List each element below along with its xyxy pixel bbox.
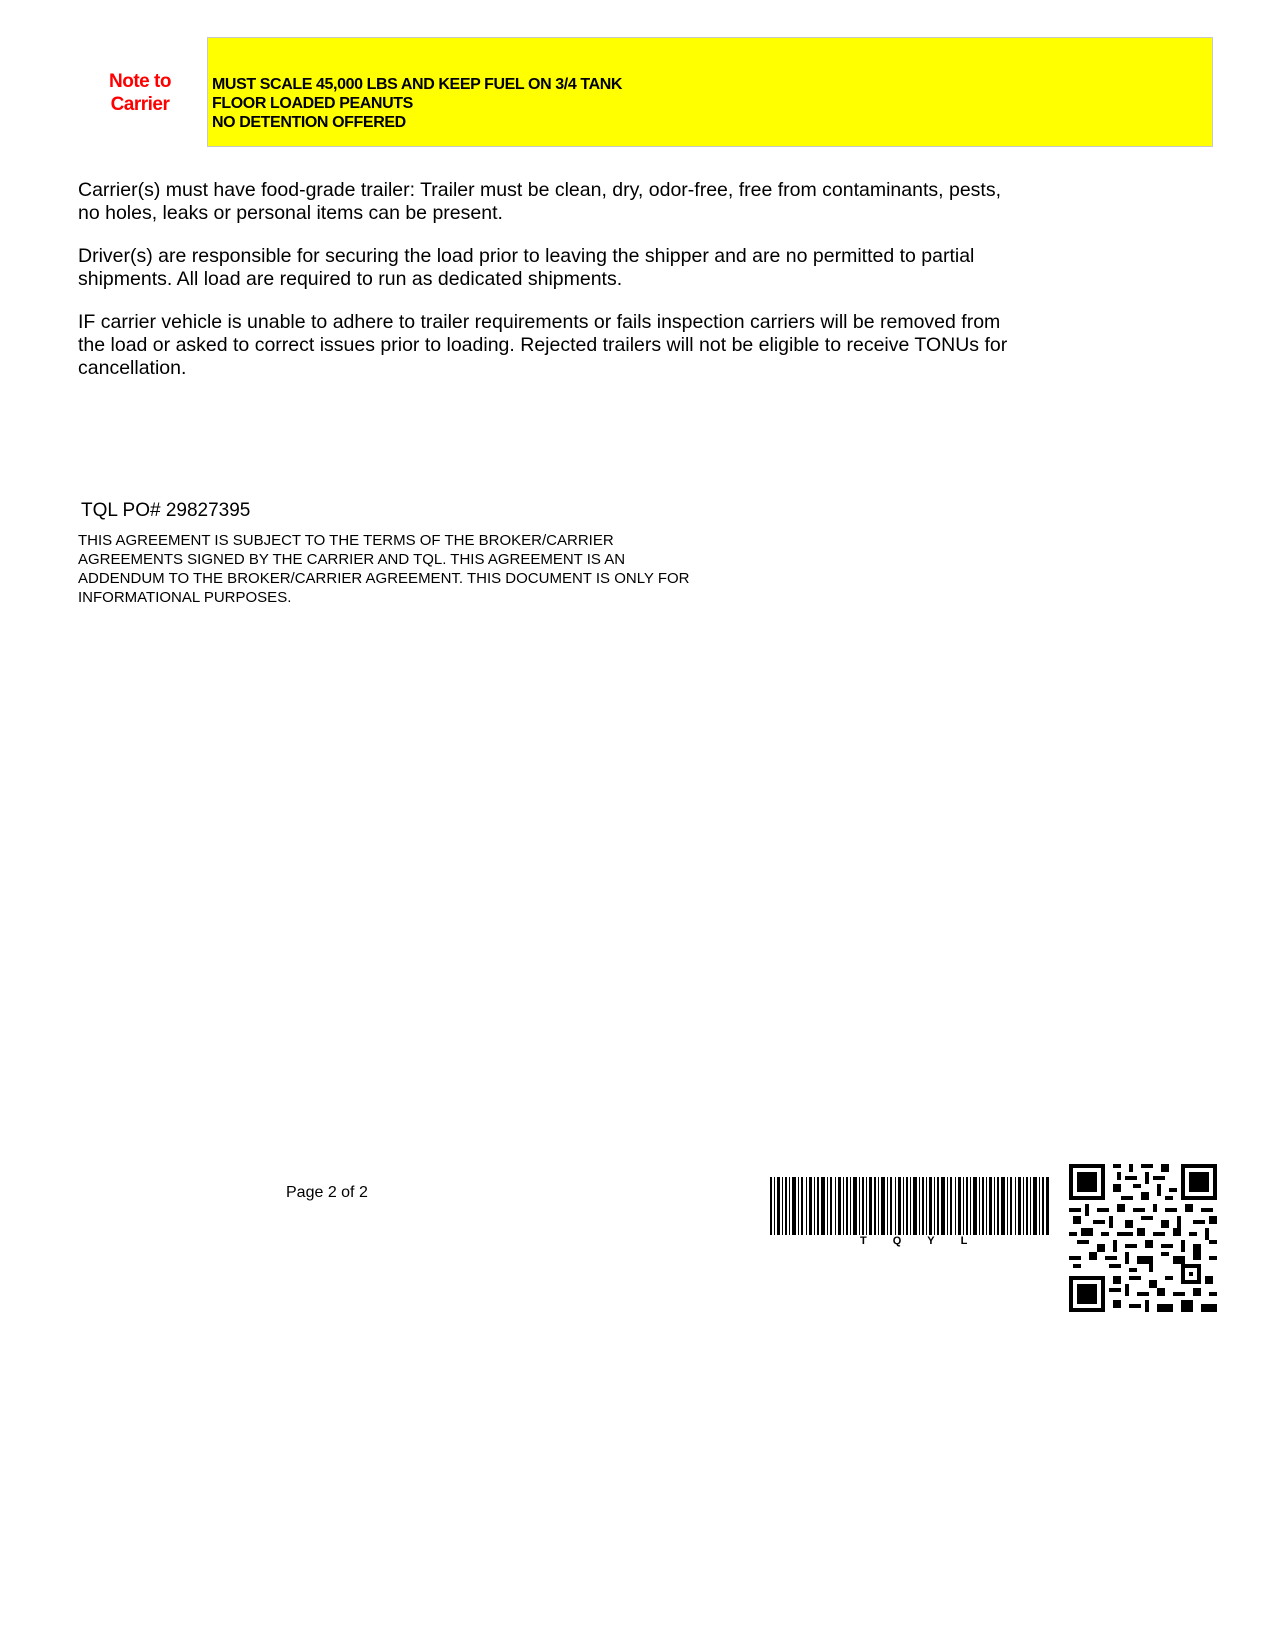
page-number: Page 2 of 2	[286, 1184, 368, 1201]
barcode-icon	[770, 1177, 1050, 1235]
note-line: FLOOR LOADED PEANUTS	[212, 95, 413, 112]
note-label-line1: Note to	[109, 71, 171, 92]
note-line: MUST SCALE 45,000 LBS AND KEEP FUEL ON 3/4 TANK	[212, 76, 623, 93]
paragraph-inspection-failure: IF carrier vehicle is unable to adhere to trailer requirements or fails inspection carriers will be removed from the load or asked to correct issues prior to loading. Rejected trailers will not be eligible to receive TONUs for cancellation.	[78, 311, 1008, 379]
note-highlight-box	[207, 37, 1213, 147]
note-lines	[212, 75, 622, 132]
paragraph-driver-responsibility: Driver(s) are responsible for securing the load prior to leaving the shipper and are no permitted to partial shipments. All load are required to run as dedicated shipments.	[78, 245, 975, 290]
agreement-text: THIS AGREEMENT IS SUBJECT TO THE TERMS OF THE BROKER/CARRIER AGREEMENTS SIGNED BY THE CARRIER AND TQL. THIS AGREEMENT IS AN ADDENDUM TO THE BROKER/CARRIER AGREEMENT. THIS DOCUMENT IS ONLY FOR INFORMATIONAL PURPOSES.	[78, 532, 690, 606]
note-line: NO DETENTION OFFERED	[212, 114, 406, 131]
paragraph-trailer-requirements: Carrier(s) must have food-grade trailer: Trailer must be clean, dry, odor-free, free from contaminants, pests, no holes, leaks or personal items can be present.	[78, 179, 1001, 224]
note-to-carrier-label	[100, 70, 180, 116]
barcode-text: TQYL	[860, 1235, 994, 1247]
qr-code-icon	[1069, 1164, 1217, 1312]
po-number: TQL PO# 29827395	[81, 500, 251, 521]
note-label-line2: Carrier	[110, 94, 170, 115]
